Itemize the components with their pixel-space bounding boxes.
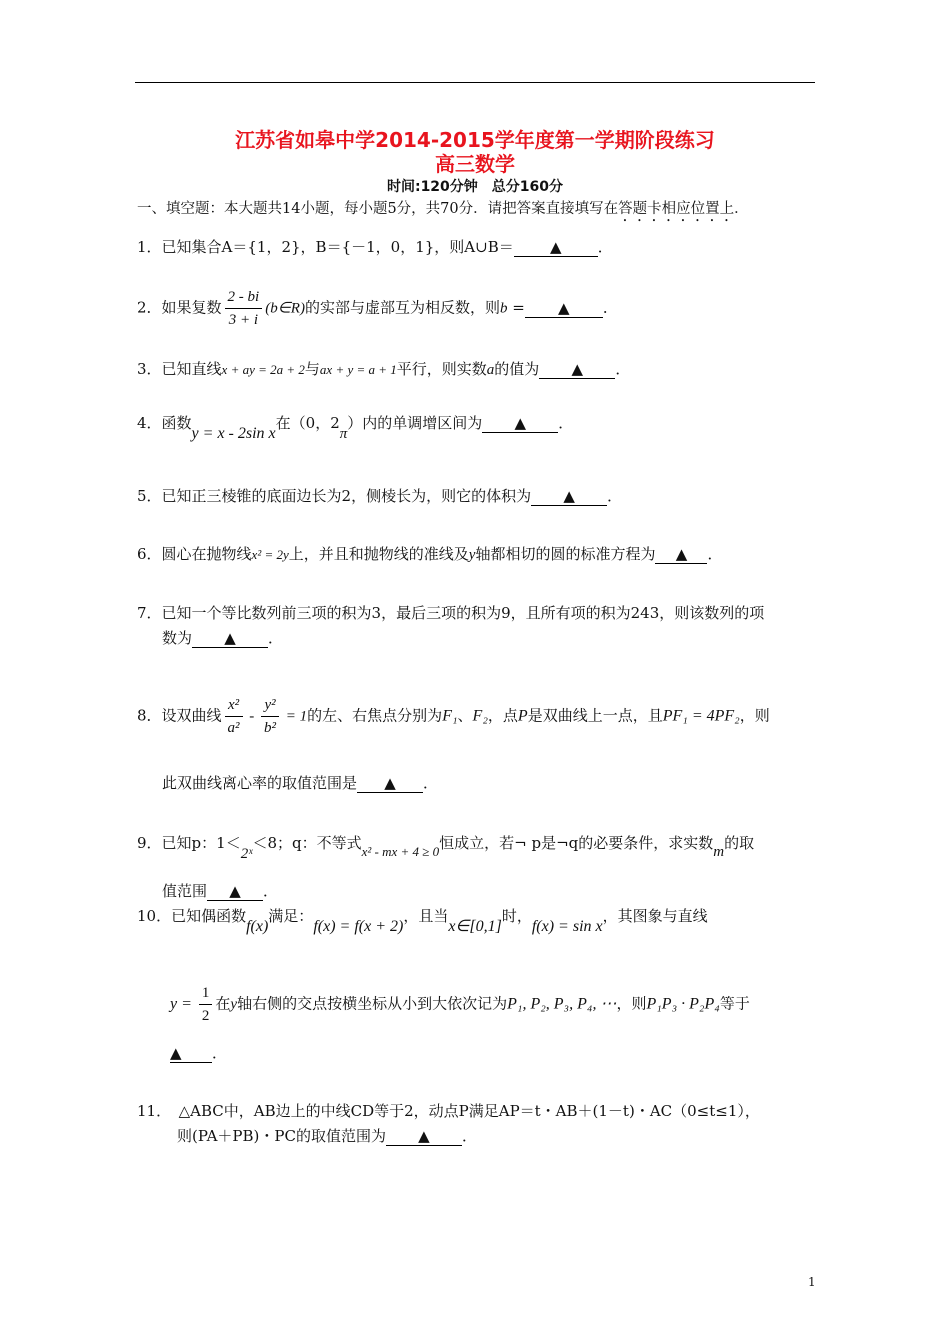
question-3: 3．已知直线x + ay = 2a + 2与ax + y = a + 1平行，则实数a的值为 ▲ ．: [137, 360, 631, 378]
question-2: 2．如果复数 $\frac{2 - bi}{3 + i}$ (b∈R)的实部与虚部互为相反数，则b = ▲ ．: [137, 286, 817, 331]
question-1: 1．已知集合A＝{1，2}，B＝{－1，0，1}，则A∪B＝ ▲ ．: [137, 238, 613, 256]
question-9: 9．已知p：1＜2ˣ＜8；q：不等式x² - mx + 4 ≥ 0恒成立，若¬ p是¬q的必要条件，求实数m的取: [137, 834, 755, 862]
question-5: 5．已知正三棱锥的底面边长为2，侧棱长为，则它的体积为 ▲ ．: [137, 487, 623, 505]
answer-blank: ▲: [207, 882, 263, 901]
answer-blank: ▲: [531, 487, 607, 506]
question-11-cont: 则(PA＋PB)・PC的取值范围为 ▲ ．: [177, 1127, 477, 1145]
question-6: 6．圆心在抛物线x² = 2y上，并且和抛物线的准线及y轴都相切的圆的标准方程为 ▲ ．: [137, 545, 723, 563]
answer-blank: ▲: [170, 1044, 212, 1063]
question-10: 10．已知偶函数f(x)满足：f(x) = f(x + 2)，且当x∈[0,1]时，f(x) = sin x，其图象与直线: [137, 907, 708, 935]
section-intro: 一、填空题：本大题共14小题，每小题5分，共70分．请把答案直接填写在答题卡相应位置上．: [137, 201, 749, 217]
exam-subtitle: 高三数学: [435, 152, 515, 176]
answer-blank: ▲: [525, 299, 603, 318]
answer-blank: ▲: [192, 629, 268, 648]
answer-blank: ▲: [655, 545, 707, 564]
answer-blank: ▲: [539, 360, 615, 379]
fraction: $\frac{\text{x²}}{\text{a²}}$: [225, 694, 243, 739]
answer-blank: ▲: [514, 238, 598, 257]
question-9-cont: 值范围 ▲ ．: [162, 882, 279, 900]
question-11: 11． △ABC中，AB边上的中线CD等于2，动点P满足AP＝t・AB＋(1－t)・AC（0≤t≤1），: [137, 1102, 760, 1120]
question-7-cont: 数为 ▲ ．: [162, 629, 284, 647]
exam-title: 江苏省如皋中学2014-2015学年度第一学期阶段练习: [235, 128, 715, 152]
question-7: 7．已知一个等比数列前三项的积为3，最后三项的积为9，且所有项的积为243，则该数列的项: [137, 604, 765, 622]
time-info: 时间:120分钟 总分160分: [386, 179, 564, 195]
answer-blank: ▲: [357, 774, 423, 793]
fraction: $\frac{\text{y²}}{\text{b²}}$: [261, 694, 279, 739]
question-4: 4．函数y = x - 2sin x在（0，2π）内的单调增区间为 ▲ ．: [137, 414, 574, 442]
question-10-cont: y = $\frac{1}{2}$ 在y轴右侧的交点按横坐标从小到大依次记为P₁, P₂, P₃, P₄, ⋯，则P₁P₃ · P₂P₄等于: [170, 982, 850, 1032]
question-8-cont: 此双曲线离心率的取值范围是 ▲ ．: [162, 774, 439, 792]
intro-emphasis: 答题卡相应位置上: [618, 201, 735, 217]
fraction: $\frac{1}{2}$: [199, 982, 213, 1027]
page-number: 1: [808, 1275, 816, 1289]
question-10-answer: ▲ ．: [170, 1044, 228, 1062]
answer-blank: ▲: [482, 414, 558, 433]
header-rule: [135, 82, 815, 83]
question-8: 8．设双曲线 $\frac{\text{x²}}{\text{a²}}$ - $\frac{\text{y²}}{\text{b²}}$ = 1的左、右焦点分别为F₁、F₂，点P是双曲线上一点，且PF₁ = 4PF₂，则: [137, 694, 817, 748]
fraction: $\frac{2 - bi}{3 + i}$: [225, 286, 263, 331]
answer-blank: ▲: [386, 1127, 462, 1146]
